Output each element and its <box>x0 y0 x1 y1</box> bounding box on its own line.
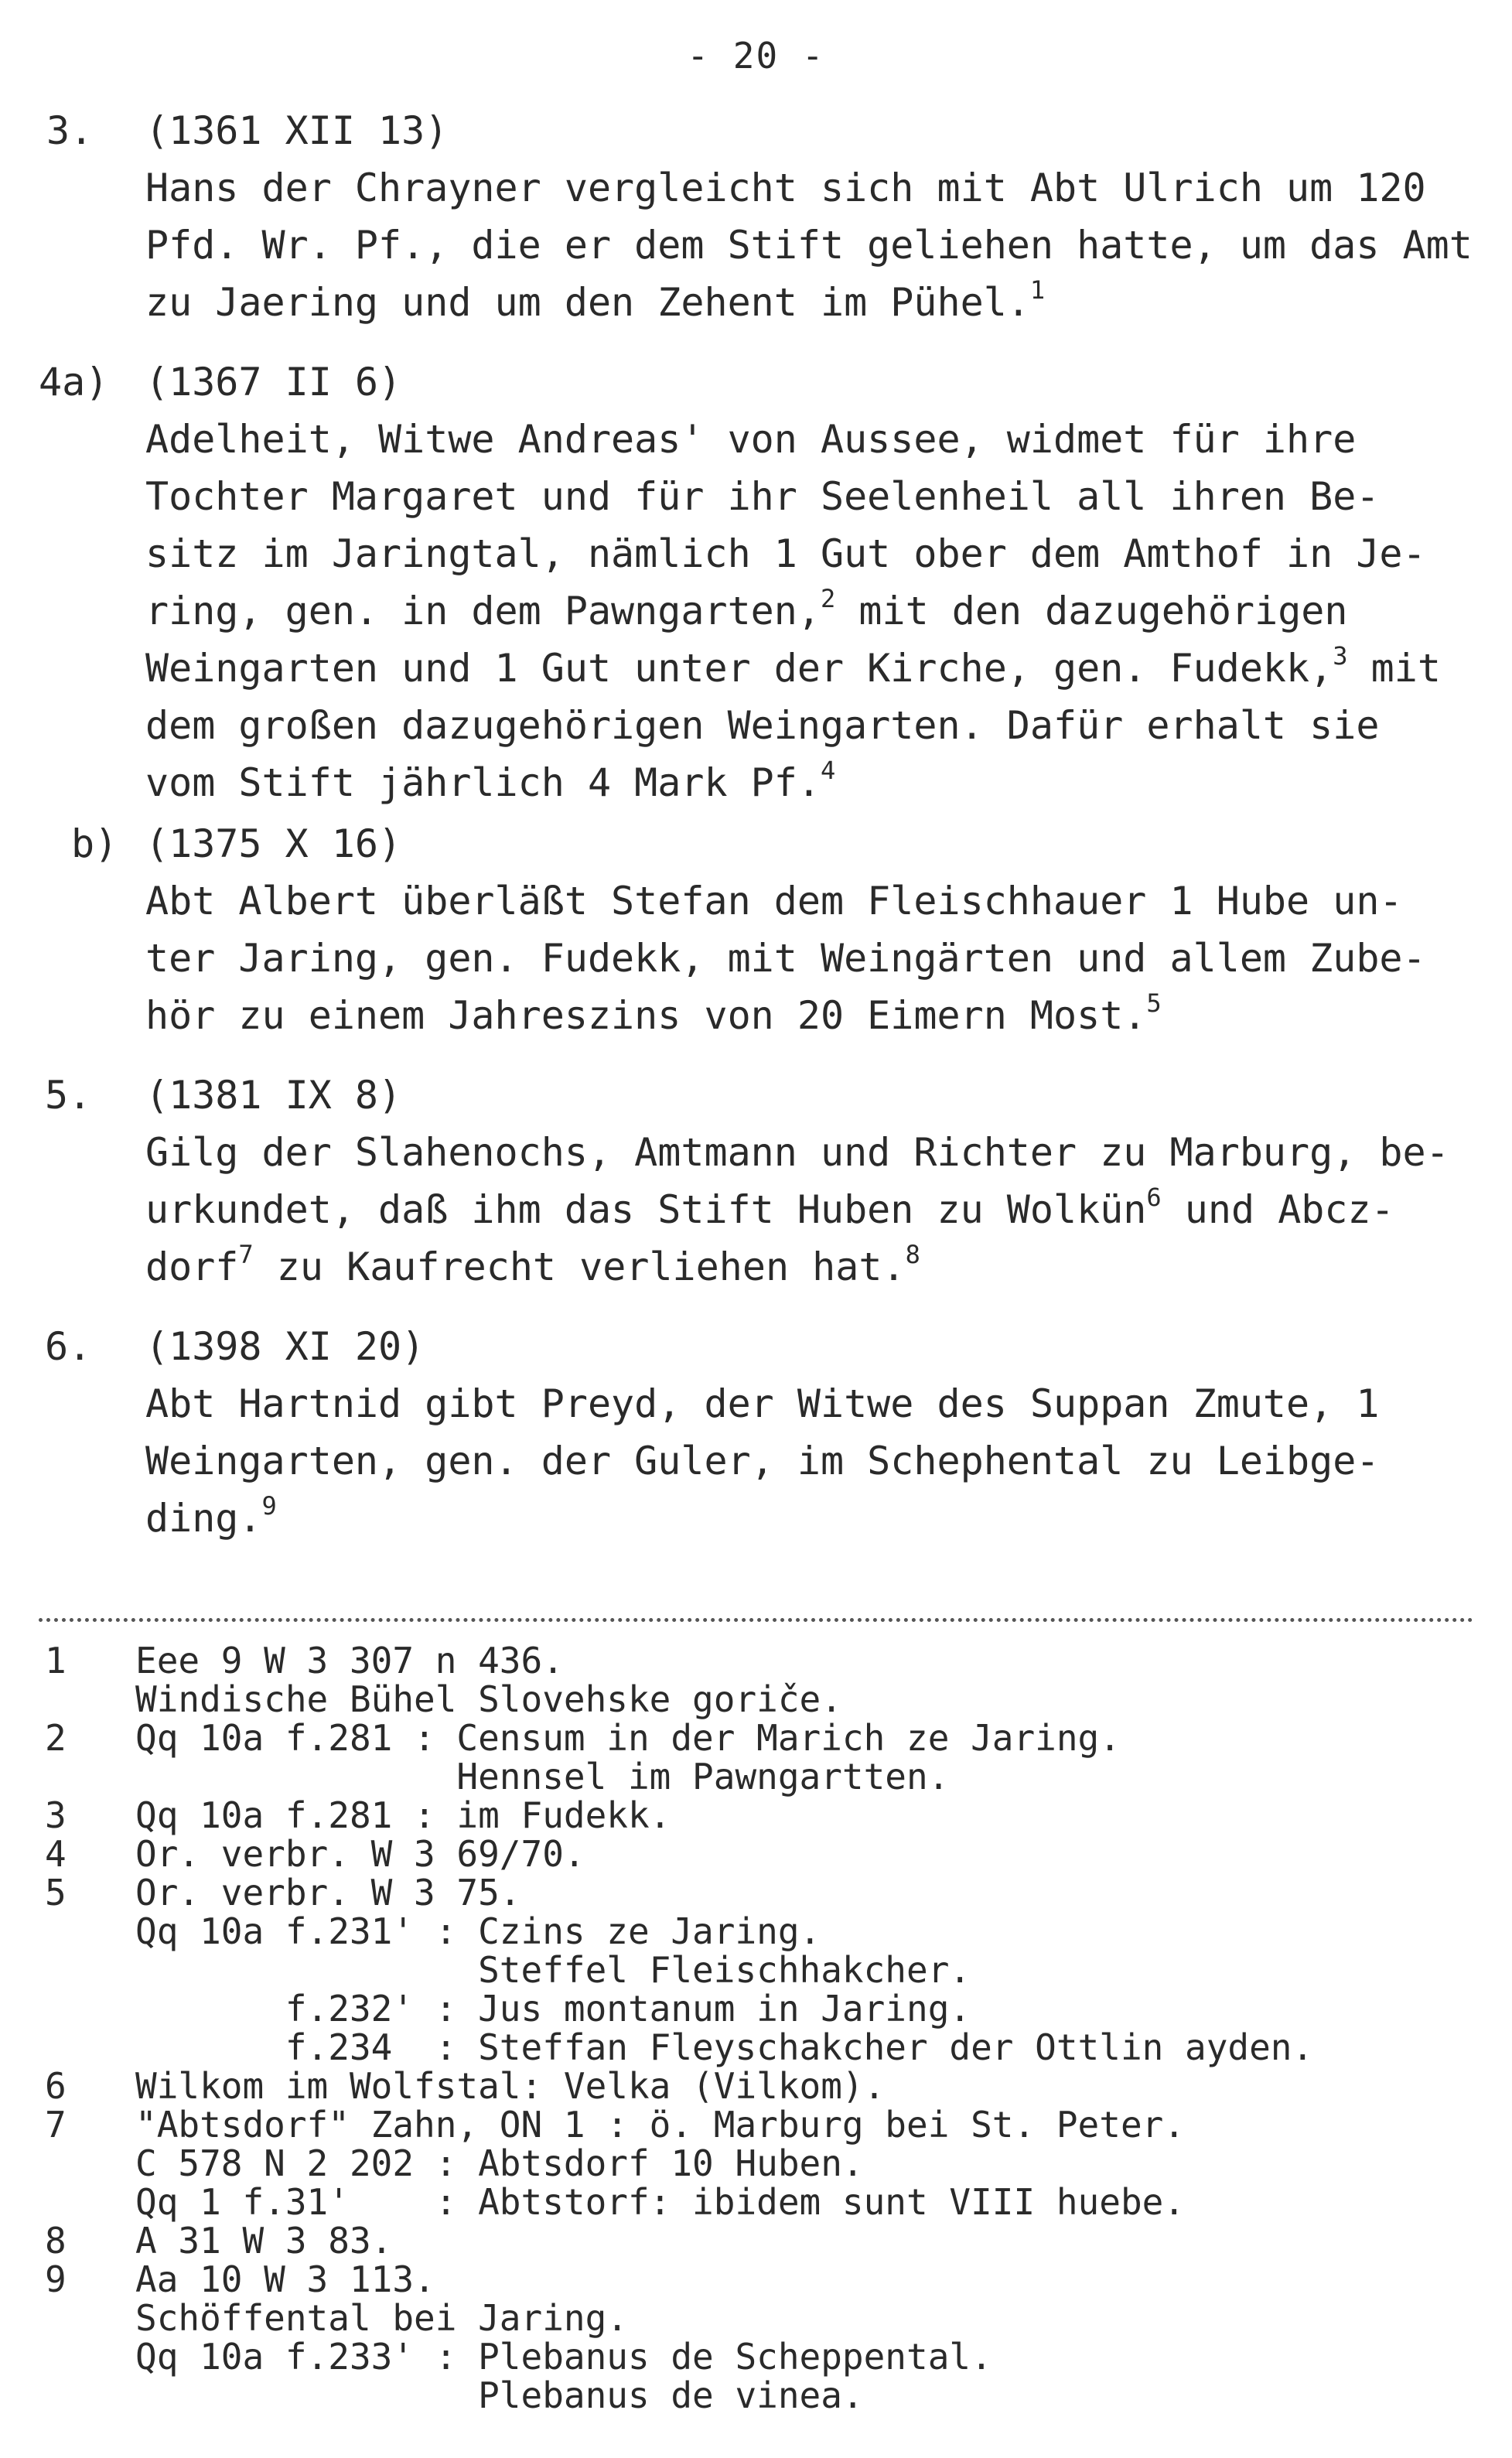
footnote-line: Or. verbr. W 3 69/70. <box>135 1833 585 1875</box>
footnote-line: Or. verbr. W 3 75. <box>135 1872 521 1913</box>
entry-text-line: Pfd. Wr. Pf., die er dem Stift geliehen hatte, um das Amt <box>145 223 1473 268</box>
entry-text-line: Abt Albert überläßt Stefan dem Fleischhauer 1 Hube un- <box>145 879 1403 923</box>
footnote-line: Plebanus de vinea. <box>135 2374 864 2416</box>
entry-date: (1375 X 16) <box>145 821 402 866</box>
footnote-number: 7 <box>45 2104 67 2146</box>
footnote-line: Aa 10 W 3 113. <box>135 2258 435 2300</box>
footnote-line: Eee 9 W 3 307 n 436. <box>135 1640 564 1681</box>
footnote-line: C 578 N 2 202 : Abtsdorf 10 Huben. <box>135 2142 864 2184</box>
footnote-ref: 2 <box>820 584 836 613</box>
entry-number: 6. <box>45 1324 92 1369</box>
footnote-number: 6 <box>45 2065 67 2107</box>
footnote-line: Schöffental bei Jaring. <box>135 2297 628 2339</box>
entry-text-line <box>145 988 1162 1038</box>
footnote-ref: 1 <box>1029 275 1046 305</box>
entry-text-line-content: hör zu einem Jahreszins von 20 Eimern Most. <box>145 993 1147 1038</box>
footnote-divider <box>39 1618 1473 1622</box>
entry-text-line: Abt Hartnid gibt Preyd, der Witwe des Suppan Zmute, 1 <box>145 1381 1380 1426</box>
footnote-line: Windische Bühel Slovehske goriče. <box>135 1678 842 1720</box>
entry-text-line-content: zu Jaering und um den Zehent im Pühel. <box>145 280 1030 325</box>
footnote-line: Qq 10a f.233' : Plebanus de Scheppental. <box>135 2336 992 2378</box>
entry-text-line <box>145 756 836 805</box>
entry-date: (1381 IX 8) <box>145 1073 402 1118</box>
footnote-line: Hennsel im Pawngartten. <box>135 1756 950 1797</box>
footnote-ref: 9 <box>261 1491 277 1521</box>
entry-text-line: dem großen dazugehörigen Weingarten. Dafür erhalt sie <box>145 703 1380 748</box>
footnote-line: A 31 W 3 83. <box>135 2220 393 2262</box>
footnote-line: Qq 10a f.231' : Czins ze Jaring. <box>135 1910 821 1952</box>
entry-number: 5. <box>45 1073 92 1118</box>
entry-text-line-tail: mit den dazugehörigen <box>858 589 1348 633</box>
entry-text-line <box>145 275 1046 325</box>
footnote-line: Qq 10a f.281 : Censum in der Marich ze Jaring. <box>135 1717 1121 1759</box>
entry-text-line <box>145 1183 1394 1232</box>
footnote-number: 1 <box>45 1640 67 1681</box>
footnote-line: f.232' : Jus montanum in Jaring. <box>135 1988 971 2030</box>
entry-text-line-tail: mit <box>1370 646 1441 691</box>
footnote-line: f.234 : Steffan Fleyschakcher der Ottlin ayden. <box>135 2026 1314 2068</box>
entry-text-line: sitz im Jaringtal, nämlich 1 Gut ober dem Amthof in Je- <box>145 531 1426 576</box>
footnote-ref: 7 <box>238 1240 254 1269</box>
footnote-number: 4 <box>45 1833 67 1875</box>
entry-text-line-content: vom Stift jährlich 4 Mark Pf. <box>145 760 821 805</box>
entry-text-line: Gilg der Slahenochs, Amtmann und Richter zu Marburg, be- <box>145 1130 1449 1175</box>
entry-text-line <box>145 1491 277 1541</box>
footnote-ref: 5 <box>1146 988 1162 1018</box>
footnote-number: 8 <box>45 2220 67 2262</box>
footnote-number: 5 <box>45 1872 67 1913</box>
footnote-number: 9 <box>45 2258 67 2300</box>
entry-text-line: Tochter Margaret und für ihr Seelenheil all ihren Be- <box>145 474 1380 519</box>
footnote-line: Qq 10a f.281 : im Fudekk. <box>135 1794 671 1836</box>
entry-text-line-content: Weingarten und 1 Gut unter der Kirche, gen. Fudekk, <box>145 646 1333 691</box>
entry-text-line: Weingarten, gen. der Guler, im Schephental zu Leibge- <box>145 1439 1380 1483</box>
entry-text-line-tail: und Abcz- <box>1184 1187 1394 1232</box>
entry-number: 3. <box>46 108 94 153</box>
entry-number: 4a) <box>39 360 109 405</box>
footnote-ref: 3 <box>1333 641 1348 671</box>
footnote-number: 3 <box>45 1794 67 1836</box>
entry-date: (1367 II 6) <box>145 360 402 405</box>
entry-text-line-content: ding. <box>145 1496 262 1541</box>
entry-date: (1398 XI 20) <box>145 1324 425 1369</box>
entry-date: (1361 XII 13) <box>145 108 449 153</box>
entry-text-line <box>145 641 1441 691</box>
entry-number: b) <box>71 821 118 866</box>
footnote-line: "Abtsdorf" Zahn, ON 1 : ö. Marburg bei St. Peter. <box>135 2104 1186 2146</box>
entry-text-line-content: dorf <box>145 1244 239 1289</box>
footnote-ref: 6 <box>1146 1183 1162 1212</box>
footnote-number: 2 <box>45 1717 67 1759</box>
entry-text-line-tail: zu Kaufrecht verliehen hat. <box>276 1244 906 1289</box>
entry-text-line: ter Jaring, gen. Fudekk, mit Weingärten und allem Zube- <box>145 936 1426 981</box>
entry-text-line: Hans der Chrayner vergleicht sich mit Abt Ulrich um 120 <box>145 166 1426 210</box>
entry-text-line: Adelheit, Witwe Andreas' von Aussee, widmet für ihre <box>145 417 1357 462</box>
entry-text-line <box>145 1240 920 1289</box>
footnote-ref: 8 <box>905 1240 920 1269</box>
footnote-ref: 4 <box>820 756 836 785</box>
footnote-line: Qq 1 f.31' : Abtstorf: ibidem sunt VIII huebe. <box>135 2181 1186 2223</box>
entry-text-line <box>145 584 1348 633</box>
entry-text-line-content: urkundet, daß ihm das Stift Huben zu Wolkün <box>145 1187 1147 1232</box>
page-number: - 20 - <box>687 35 825 77</box>
entry-text-line-content: ring, gen. in dem Pawngarten, <box>145 589 821 633</box>
footnote-line: Wilkom im Wolfstal: Velka (Vilkom). <box>135 2065 886 2107</box>
footnote-line: Steffel Fleischhakcher. <box>135 1949 971 1991</box>
